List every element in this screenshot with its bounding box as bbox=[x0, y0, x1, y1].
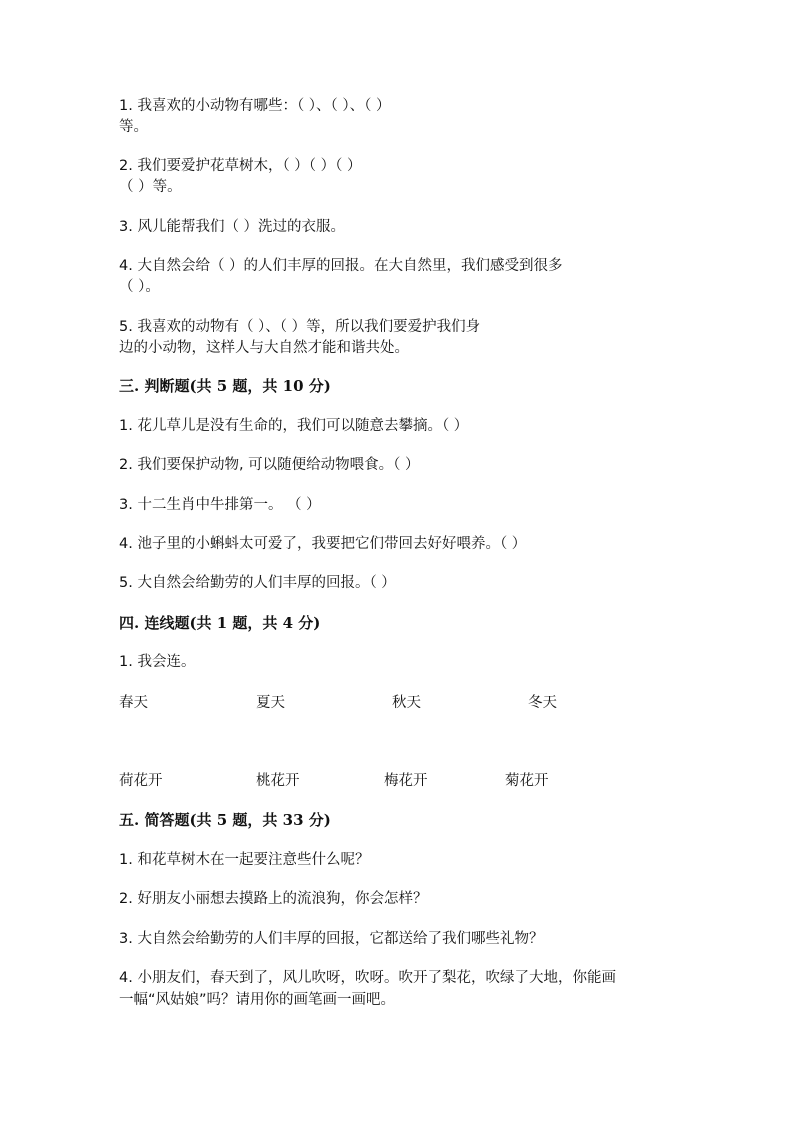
section4-heading: 四. 连线题(共 1 题，共 4 分) bbox=[119, 614, 321, 632]
season-winter: 冬天 bbox=[528, 695, 557, 711]
flower-peach: 桃花开 bbox=[256, 773, 300, 789]
fill-q1-line1: 1. 我喜欢的小动物有哪些：（ ）、（ ）、（ ） bbox=[119, 98, 391, 114]
judge-item-1: 1. 花儿草儿是没有生命的，我们可以随意去攀摘。（ ） bbox=[119, 418, 469, 434]
judge-item-4: 4. 池子里的小蝌蚪太可爱了，我要把它们带回去好好喂养。（ ） bbox=[119, 536, 527, 552]
fill-q2-line1: 2. 我们要爱护花草树木，（ ）（ ）（ ） bbox=[119, 158, 362, 174]
judge-item-2: 2. 我们要保护动物, 可以随便给动物喂食。（ ） bbox=[119, 457, 420, 473]
season-summer: 夏天 bbox=[256, 695, 285, 711]
fill-q4-line1: 4. 大自然会给（ ）的人们丰厚的回报。在大自然里，我们感受到很多 bbox=[119, 258, 563, 274]
judge-item-3: 3. 十二生肖中牛排第一。 （ ） bbox=[119, 497, 321, 513]
short-answer-1: 1. 和花草树木在一起要注意些什么呢？ bbox=[119, 852, 370, 868]
fill-q5-line1: 5. 我喜欢的动物有（ ）、（ ）等，所以我们要爱护我们身 bbox=[119, 319, 481, 335]
section5-heading: 五. 简答题(共 5 题，共 33 分) bbox=[119, 811, 331, 829]
short-answer-2: 2. 好朋友小丽想去摸路上的流浪狗，你会怎样？ bbox=[119, 891, 428, 907]
short-answer-4-line1: 4. 小朋友们，春天到了，风儿吹呀，吹呀。吹开了梨花，吹绿了大地，你能画 bbox=[119, 970, 616, 986]
flower-lotus: 荷花开 bbox=[119, 773, 163, 789]
season-spring: 春天 bbox=[119, 695, 148, 711]
fill-q2-line2: （ ）等。 bbox=[119, 179, 182, 195]
flower-plum: 梅花开 bbox=[384, 773, 428, 789]
season-autumn: 秋天 bbox=[392, 695, 421, 711]
fill-q1-line2: 等。 bbox=[119, 119, 148, 135]
fill-q4-line2: （ ）。 bbox=[119, 279, 160, 295]
judge-item-5: 5. 大自然会给勤劳的人们丰厚的回报。（ ） bbox=[119, 575, 396, 591]
flower-chrysanthemum: 菊花开 bbox=[505, 773, 549, 789]
fill-q5-line2: 边的小动物，这样人与大自然才能和谐共处。 bbox=[119, 340, 409, 356]
section3-heading: 三. 判断题(共 5 题，共 10 分) bbox=[119, 377, 331, 395]
short-answer-3: 3. 大自然会给勤劳的人们丰厚的回报，它都送给了我们哪些礼物？ bbox=[119, 931, 544, 947]
match-question: 1. 我会连。 bbox=[119, 654, 196, 670]
fill-q3-line1: 3. 风儿能帮我们（ ）洗过的衣服。 bbox=[119, 219, 346, 235]
short-answer-4-line2: 一幅“风姑娘”吗？请用你的画笔画一画吧。 bbox=[119, 992, 396, 1008]
